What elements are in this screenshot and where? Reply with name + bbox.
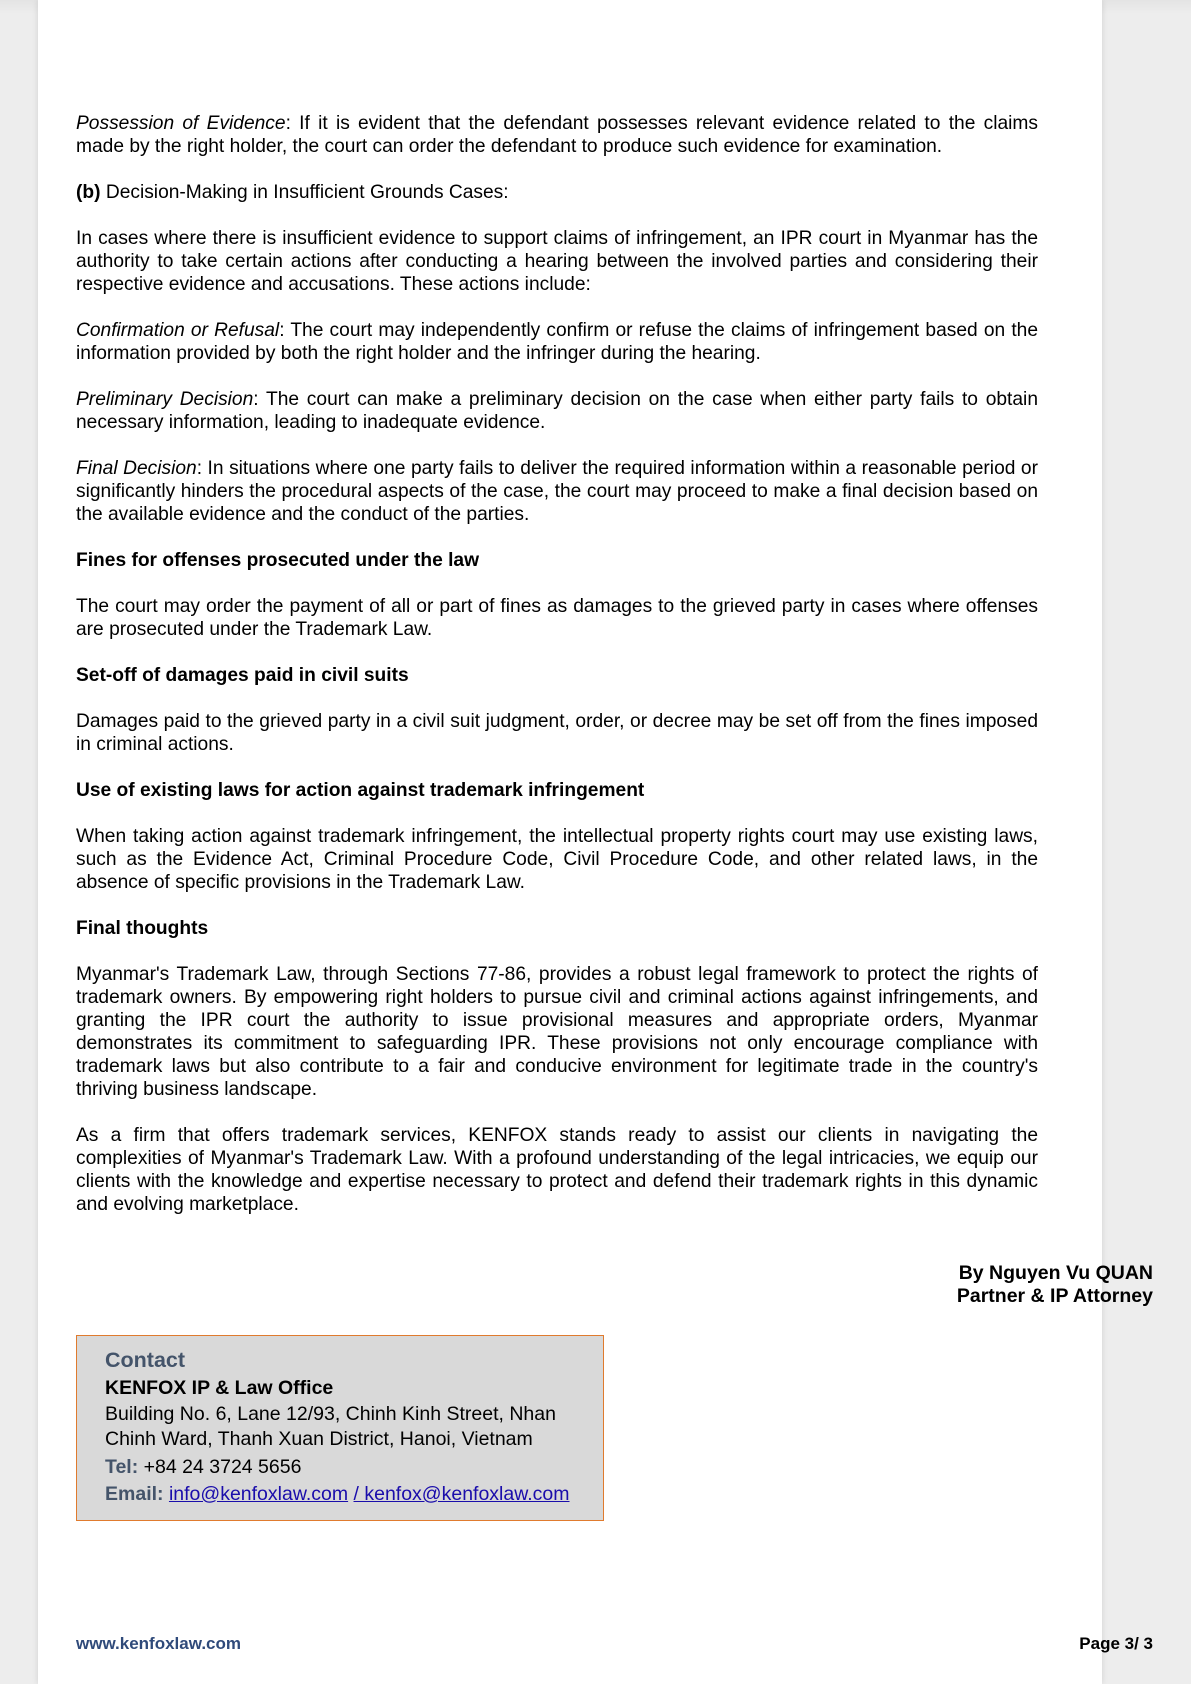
paragraph-possession-of-evidence [76,112,1038,158]
paragraph-fines: The court may order the payment of all or part of fines as damages to the grieved party in cases where offenses are prosecuted under the Trademark Law. [76,596,1038,640]
contact-address [105,1402,603,1452]
footer-page-number: Page 3/ 3 [1079,1634,1153,1653]
paragraph-insufficient-evidence: In cases where there is insufficient evidence to support claims of infringement, an IPR court in Myanmar has the authority to take certain actions after conducting a hearing between the involved parties and considering their respective evidence and accusations. These actions include: [76,228,1038,295]
email-label: Email: [105,1483,164,1505]
subsection-title: Decision-Making in Insufficient Grounds Cases: [100,182,509,203]
tel-number: +84 24 3724 5656 [138,1456,302,1478]
contact-box [76,1335,604,1521]
heading-final-thoughts: Final thoughts [76,918,209,939]
paragraph-final-decision [76,457,1038,526]
paragraph-text: : In situations where one party fails to deliver the required information within a reasonable period or significantly hinders the procedural aspects of the case, the court may proceed to make a final decision based on the available evidence and the conduct of the parties. [76,458,1038,525]
contact-tel [105,1454,603,1481]
paragraph-text: : If it is evident that the defendant possesses relevant evidence related to the claims made by the right holder, the court can order the defendant to produce such evidence for examination. [76,113,1038,157]
term-label: Possession of Evidence [76,113,286,134]
paragraph-existing-laws: When taking action against trademark infringement, the intellectual property rights court may use existing laws, such as the Evidence Act, Criminal Procedure Code, Civil Procedure Code, and other related laws, in the absence of specific provisions in the Trademark Law. [76,826,1038,893]
paragraph-preliminary-decision [76,388,1038,434]
email-link-kenfox[interactable]: / kenfox@kenfoxlaw.com [353,1483,570,1505]
author-role: Partner & IP Attorney [956,1285,1153,1307]
author-signature [753,1262,1153,1308]
paragraph-subsection-b [76,181,1038,204]
email-link-info[interactable]: info@kenfoxlaw.com [168,1483,349,1505]
subsection-marker: (b) [76,182,101,203]
article-body [76,112,1038,1216]
term-label: Confirmation or Refusal [76,320,280,341]
term-label: Final Decision [76,458,197,479]
paragraph-set-off: Damages paid to the grieved party in a civil suit judgment, order, or decree may be set off from the fines imposed in criminal actions. [76,711,1038,755]
author-name: By Nguyen Vu QUAN [958,1262,1153,1284]
heading-existing-laws: Use of existing laws for action against trademark infringement [76,780,645,801]
heading-fines: Fines for offenses prosecuted under the law [76,550,480,571]
tel-label: Tel: [105,1456,139,1478]
contact-title: Contact [105,1348,186,1372]
contact-email [105,1481,603,1508]
term-label: Preliminary Decision [76,389,254,410]
paragraph-final-thoughts: Myanmar's Trademark Law, through Sections 77-86, provides a robust legal framework to protect the rights of trademark owners. By empowering right holders to pursue civil and criminal actions against infringements, and granting the IPR court the authority to issue provisional measures and appropriate orders, Myanmar demonstrates its commitment to safeguarding IPR. These provisions not only encourage compliance with trademark laws but also contribute to a fair and conducive environment for legitimate trade in the country's thriving business landscape. [76,964,1038,1100]
contact-firm-name: KENFOX IP & Law Office [105,1377,334,1399]
address-line-1: Building No. 6, Lane 12/93, Chinh Kinh Street, Nhan [105,1403,556,1425]
paragraph-kenfox-services: As a firm that offers trademark services, KENFOX stands ready to assist our clients in navigating the complexities of Myanmar's Trademark Law. With a profound understanding of the legal intricacies, we equip our clients with the knowledge and expertise necessary to protect and defend their trademark rights in this dynamic and evolving marketplace. [76,1125,1038,1215]
address-line-2: Chinh Ward, Thanh Xuan District, Hanoi, Vietnam [105,1428,533,1450]
paragraph-confirmation-or-refusal [76,319,1038,365]
paragraph-text: : The court may independently confirm or refuse the claims of infringement based on the information provided by both the right holder and the infringer during the hearing. [76,320,1038,364]
heading-set-off: Set-off of damages paid in civil suits [76,665,409,686]
paragraph-text: : The court can make a preliminary decision on the case when either party fails to obtain necessary information, leading to inadequate evidence. [76,389,1038,433]
footer-website: www.kenfoxlaw.com [76,1634,242,1653]
